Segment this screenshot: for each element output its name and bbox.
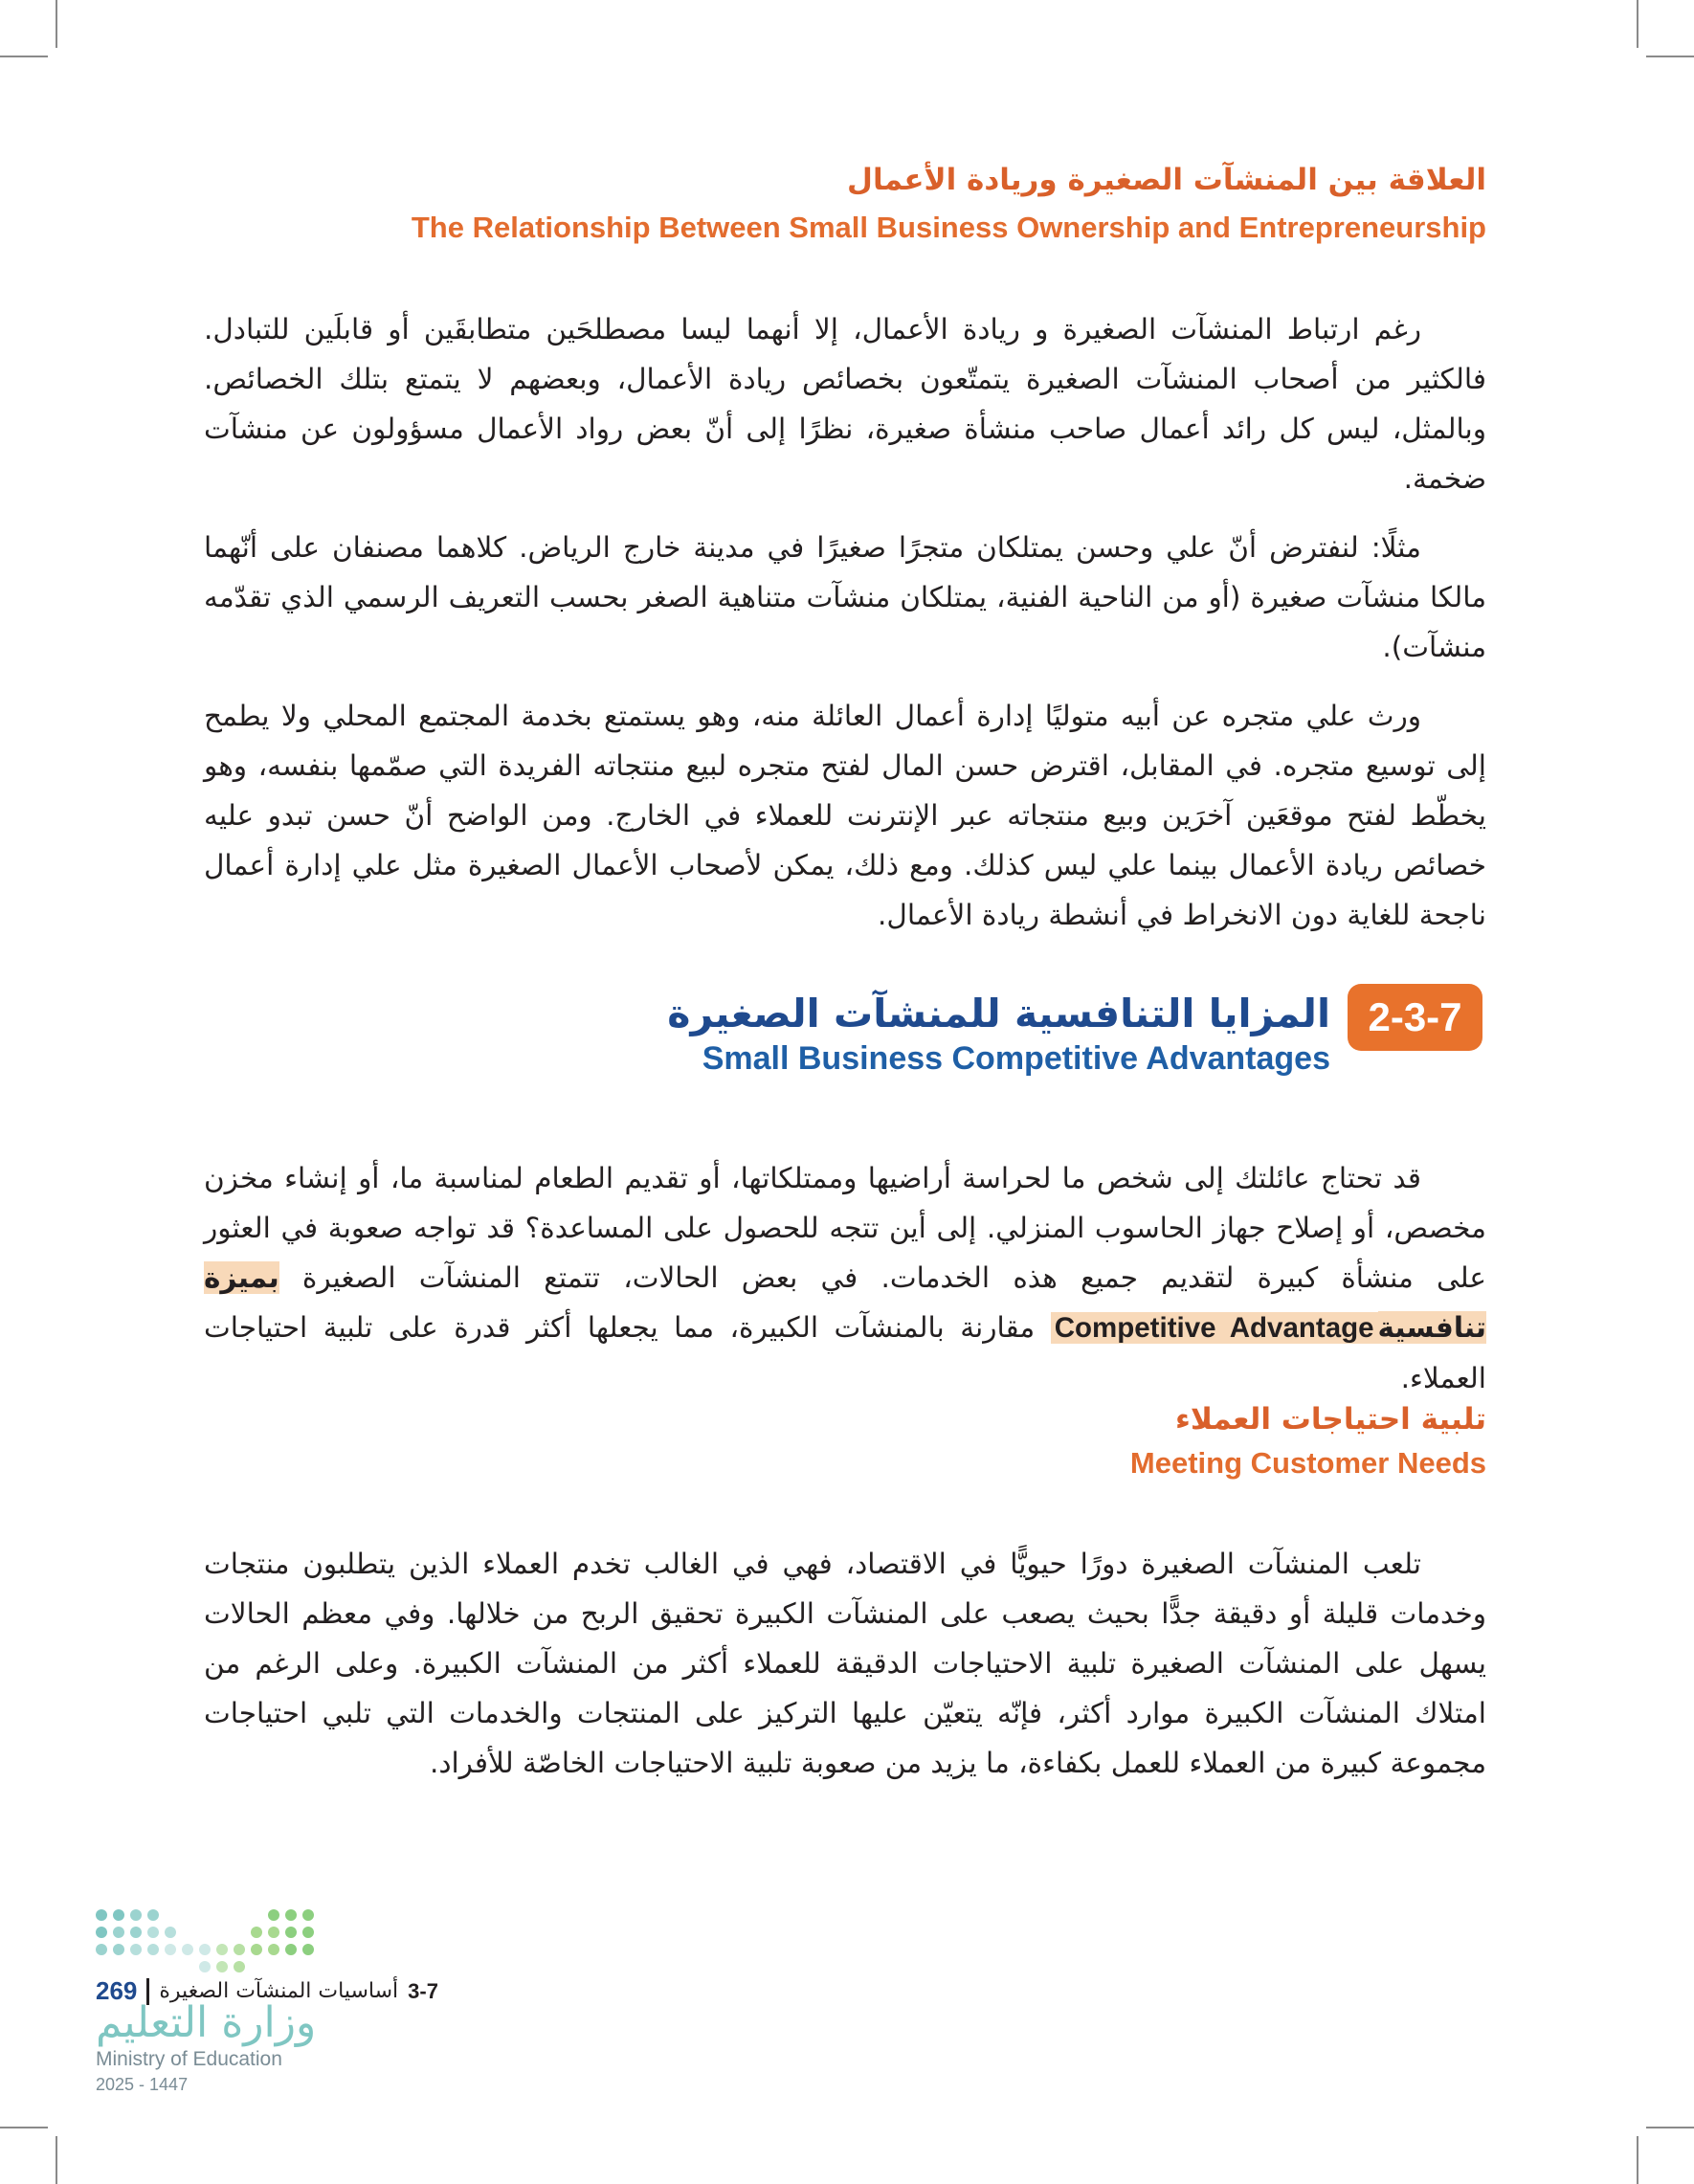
section-title-en: Small Business Competitive Advantages xyxy=(702,1040,1330,1077)
crop-mark xyxy=(0,56,48,57)
crop-mark xyxy=(56,0,57,48)
crop-mark xyxy=(1637,2136,1638,2184)
paragraph: ورث علي متجره عن أبيه متوليًا إدارة أعمال العائلة منه، وهو يستمتع بخدمة المجتمع المحلي ولا يطمح إلى توسيع متجره. في المقابل، اقترض حسن المال لفتح متجره لبيع منتجاته الفريدة التي صمّمها بنفسه، وهو يخطّط لفتح موقعَين آخرَين وبيع منتجاته عبر الإنترنت للعملاء في الخارج. ومن الواضح أنّ حسن تبدو عليه خصائص ريادة الأعمال بينما علي ليس كذلك. ومع ذلك، يمكن لأصحاب الأعمال الصغيرة مثل علي إدارة أعمال ناجحة للغاية دون الانخراط في أنشطة ريادة الأعمال. xyxy=(204,700,1486,931)
paragraph xyxy=(204,1153,1486,1403)
section-heading-relationship xyxy=(412,163,1486,245)
paragraph: مثلًا: لنفترض أنّ علي وحسن يمتلكان متجرًا صغيرًا في مدينة خارج الرياض. كلاهما مصنفان على أنّهما مالكا منشآت صغيرة (أو من الناحية الفنية، يمتلكان منشآت متناهية الصغر بحسب التعريف الرسمي الذي تقدّمه منشآت). xyxy=(204,531,1486,663)
key-term-en: Competitive Advantage xyxy=(1051,1312,1378,1344)
crop-mark xyxy=(1646,2127,1694,2128)
section-body-relationship xyxy=(204,304,1486,940)
crop-mark xyxy=(1646,56,1694,57)
paragraph-text: مقارنة بالمنشآت الكبيرة، مما يجعلها أكثر قدرة على تلبية احتياجات العملاء. xyxy=(204,1311,1486,1394)
section-title-ar: العلاقة بين المنشآت الصغيرة وريادة الأعمال xyxy=(847,163,1486,197)
section-body-advantages xyxy=(204,1153,1486,1403)
ministry-year: 2025 - 1447 xyxy=(96,2075,189,2094)
paragraph: تلعب المنشآت الصغيرة دورًا حيويًّا في الاقتصاد، فهي في الغالب تخدم العملاء الذين يتطلبون منتجات وخدمات قليلة أو دقيقة جدًّا بحيث يصعب على المنشآت الكبيرة تحقيق الربح من خلالها. وفي معظم الحالات يسهل على المنشآت الصغيرة تلبية الاحتياجات الدقيقة للعملاء أكثر من المنشآت الكبيرة. وعلى الرغم من امتلاك المنشآت الكبيرة موارد أكثر، فإنّه يتعيّن عليها التركيز على المنتجات والخدمات التي تلبي احتياجات مجموعة كبيرة من العملاء للعمل بكفاءة، ما يزيد من صعوبة تلبية الاحتياجات الخاصّة للأفراد. xyxy=(204,1548,1486,1779)
section-title-ar: المزايا التنافسية للمنشآت الصغيرة xyxy=(667,991,1330,1036)
crop-mark xyxy=(56,2136,57,2184)
paragraph-text: قد تحتاج عائلتك إلى شخص ما لحراسة أراضيها وممتلكاتها، أو تقديم الطعام لمناسبة ما، أو إنشاء مخزن مخصص، أو إصلاح جهاز الحاسوب المنزلي. إلى أين تتجه للحصول على المساعدة؟ قد تواجه صعوبة في العثور على منشأة كبيرة لتقديم جميع هذه الخدمات. في بعض الحالات، تتمتع المنشآت الصغيرة xyxy=(204,1162,1486,1294)
section-title-en: Meeting Customer Needs xyxy=(1129,1446,1486,1480)
paragraph: رغم ارتباط المنشآت الصغيرة و ريادة الأعمال، إلا أنهما ليسا مصطلحَين متطابقَين أو قابلَين للتبادل. فالكثير من أصحاب المنشآت الصغيرة يتمتّعون بخصائص ريادة الأعمال، وبعضهم لا يتمتع بتلك الخصائص. وبالمثل، ليس كل رائد أعمال صاحب منشأة صغيرة، نظرًا إلى أنّ بعض رواد الأعمال مسؤولون عن منشآت ضخمة. xyxy=(204,313,1486,495)
section-heading-advantages xyxy=(667,991,1330,1078)
section-heading-customer-needs xyxy=(1130,1402,1486,1481)
ministry-name-en: Ministry of Education xyxy=(96,2048,282,2070)
crop-mark xyxy=(0,2127,48,2128)
section-title-ar: تلبية احتياجات العملاء xyxy=(1175,1402,1486,1437)
chapter-number: 3-7 xyxy=(408,1978,438,2003)
key-term-ar: بميزة تنافسية xyxy=(204,1261,1487,1344)
crop-mark xyxy=(1637,0,1638,48)
ministry-name-ar: وزارة التعليم xyxy=(96,1998,317,2047)
chapter-title: أساسيات المنشآت الصغيرة xyxy=(159,1979,399,2003)
section-body-customer-needs xyxy=(204,1539,1486,1788)
section-number-badge: 2-3-7 xyxy=(1348,984,1482,1051)
section-title-en: The Relationship Between Small Business Ownership and Entrepreneurship xyxy=(411,211,1486,244)
page-number: 269 xyxy=(96,1976,138,2005)
